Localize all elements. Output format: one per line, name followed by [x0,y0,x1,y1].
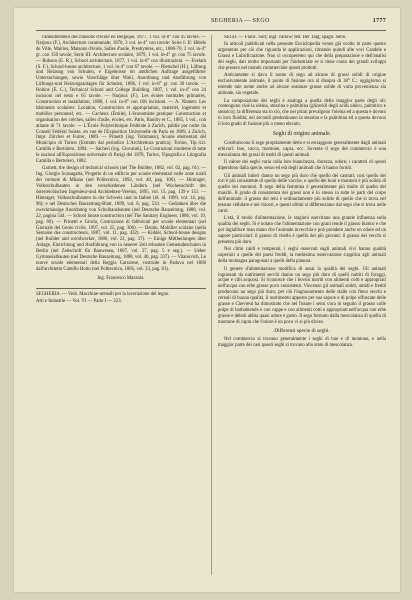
animal-paragraph-4: L'età, il modo d'alimentazione, le stagioni esercitano una grande influenza sulla qualità dei seghi. Si è notato che l'alimentazione con grani rende il grasso bianco e che poi ingiallisce man mano che l'animale invecchia e può prendere anche un odore ed un sapore particolari: il grasso di vitello è quello dei più giovani: il grasso dei vecchi si presenta più duro. [218,216,386,245]
sego-entry-heading: SEGO. — Franc. Suif; ingl. Tallow; ted. Der Talg; spagn. Sebo. [224,35,347,40]
animal-paragraph-2: Il valore dei seghi varia colla loro bianchezza, durezza, odore; i caratteri di questi dipendono dalla specie, sesso ed età degli animali che li hanno forniti. [218,160,386,172]
header-rule [36,30,386,31]
animal-paragraph-1: Costituiscono il sego propriamente detto e si estraggono generalmente dagli animali erbivori: bue, vacca, montone, capra, ecc. Sovente il sego del commercio è una mescolanza dei grassi di molti di questi animali. [218,141,386,158]
animal-paragraph-5: Nei climi caldi e temperati, i seghi osservati sugli animali vivi hanno qualità superiori a quelle dei paesi freddi, la medesima osservazione s'applica agli animali della montagna paragonati a quelli della pianura. [218,247,386,265]
page-number: 1777 [372,18,386,24]
species-paragraph-1: Nel commercio si trovano generalmente i seghi di bue e di montone, e nella maggior parte dei casi questi seghi si trovano allo stato di mescolanza. [218,336,386,348]
column-divider [211,35,212,575]
bibliography-paragraph-2: Garnett, the design of technical schools (nel The Builder, 1882, vol. 62, pag. 61). — Ing. Giorgio Scanagatta, Progetto di un edificio per scuole elementari nelle zone rurali dei comune di Milano (nel Politecnico, 1892, vol. 40, pag. 106). — Hintrager, Volksschulbauten in den verschiedenen Ländern (nel Wochenschrift des österreichischen Ingenieur-und Architekten-Vereins, 1895, vol. 15, pag. 139 e 151. — Hintrager, Volksschulbauten in der Schweiz und in Italien (id. id. 1899, vol. 14, pag. 96); e nel Deutsches Bauzeitung-Blatt, 1889, vol. 8, pag. 533. — Gedanken über die zweckmässige Anordnung von Schulhausbauten (nel Deutsche Bauzeitung, 1888, vol. 22, pagina 544. — School house construction (nel The Sanitary Engineer, 1886, vol. 19, pag. 60). — Prinetti e Girola, Costruzione di fabbricati per scuole elementari (nel Giornale del Genio civile, 1897, vol. 25, pag. 306). — Detain, Mobilier scolaire (nella Semaine des constructeurs, 1887, vol. 11, pag. 432). — Kidder, School-house designs (nel Builder and woodworker, 1886, vol. 22, pag. 37). — Einige Mittheilungen über Anlage, Einrichtung und Ausführung von in neuerer Zeit erbauten Gemeindeschulen in Berlin (nel Zeitschrift für Bauwesen, 1887, vol. 37, pag. 5 e seg.). — Ueber Gymnasialbauten (nel Deutsche Bauzeitung, 1888, vol. 40, pag. 337). — Vitanovich, Le nuove scuole elementari della Reggia Carrarese, costruite in Padova nel 1880 dall'architetto Camillo Boito (nel Politecnico, 1885, vol. 33, pag. 81). [36,166,206,272]
signature-footer: Arti e Industrie — Vol. VI — Parte I — 223. [36,299,122,305]
header-title: SEGHERIA — SEGO [211,18,270,24]
author-signature: Ing. Francesco Mazzola. [97,275,145,281]
bibliography-paragraph-1: l'ameublement des maisons d'école en Belgique, 1877, 1 vol. in-8° con 45 tavole. — Narjoux (F.), Architecture communale; 1870, 3 vol. in-4° con tavole: Serie I: II: Hôtels de Ville, Mairies, Maisons d'école, Salles d'asile, Presbytères, etc., 1880-70, 2 vol. in-4° gr. con 150 tavole; Serie III: Architecture scolaire, 1879, 1 vol. in-4° gr. con 75 tavole. — Robson (E. R.), School architecture, 1877, 1 vol. in-8° con illustrazioni. — Evelath (S. F.), School-house architecture, 1 vol. in-4° con 67 tavole. — Rietschel (H.), Lüftung und Heizung von Schulen, e Ergebnisse im amtlichen Auftrage ausgeführter Untersuchungen, sowie Vorschläge über Wahl, Anordnung und Ausführung von Lüftungs-und Heizungsanlagen für Schulen, 1886, 1 vol. in-8° gr. con 30 tavole. — Robins (E. C.), Technical School and College Building, 1887, 1 vol. in-4° con 24 incisioni nel testo e 65 tavole. — Narjoux (F.), Les écoles normales primaires, Construction et installation, 1880, 1 vol. in-8° con 106 incisioni. — A. Nomen: Les bâtiments scolaires: Location, Construction et appropriation, matériel, logement et mobilier personnel, etc. — Cacheux (Émile), L'économiste pratique: Construction et organisation des crèches, salles d'asile, écoles, etc. Paris, Baudry et C., 1885, 1 vol., con atlante di 71 tavole. — L'École Polytechnique Fédérale à Zurich, publié par ordre du Conseil Fédéral Suisse, en vue de l'Exposition Universelle de Paris en 1889, à Zurich, Impr. Zürcher et Furrer, 1889. — Prinetti (ing. Tommaso), Scuole elementari del Municipio di Torino (Estratto dal periodico L'Architettura pratica), Torino, Tip.-Lit. Camilla e Bertolero, 1894. — Sacheri (ing. Giovanni), Le Costruzioni moderne di tutte le nazioni all'Esposizione universale di Parigi del 1878, Torino, Tipografia e Litografia Camilla e Bertolero, 1882. [36,35,206,165]
sego-paragraph-1: In articoli pubblicati nella presente Enciclopedia venne già svolto in parte questo argomento per ciò che riguarda le applicazioni, rimando quindi alle voci Candele e Grassi e Lubrificazione. Non ci occuperemo qui che della preparazione e dell'analisi dei seghi, dati molto importanti per l'industriale se si tiene conto dei grandi sviluppi che presero nel mondo commerciale questi prodotti. [218,42,386,72]
right-column [218,35,386,583]
sego-paragraph-2: Anticamente si dava il nome di sego ad alcune di grassi solidi di origine esclusivamente animale, il punto di fusione ora al disopra di 38° C.; oggigiorno si estende tale nome anche ad alcune sostanze grasse solide di varia provenienza sia animale, sia vegetale. [218,73,386,97]
sego-paragraph-3: La composizione dei seghi è analoga a quella della maggior parte degli oli: contengono cioè la oleina, stearina e palmitina (gliceridi degli acidi oleico, palmitico e stearico); la differenza sta in ciò, che nei primi prevalgono l'oleina ed a questa è dovuto lo loro fluidità; nei secondi predominano la stearina e la palmitina ed a questa devono il loro grado di fusione più o meno elevato. [218,98,386,128]
section-heading: Seghi di origine animale. [272,131,332,138]
animal-paragraph-3: Gli animali intieri danno un sego più duro che quello dei castrati; così quello dei tori è più consistente di quello delle vacche, e quello dei buoi e montoni è più solido di quello dei montoni. Il sego della femmina è generalmente più molle di quello dei maschi. Il grado di consistenza dei grassi non è lo stesso in tutte le parti del corpo dell'animale: il grasso dei reni è ordinariamente più solido di quello che si trova nel tessuto cellulare e nei visceri, e questi ultimi si differenziano dal sego che si trova nelle carni. [218,173,386,214]
running-header [36,18,386,28]
left-column [36,35,206,583]
document-page [14,8,400,592]
subsection-heading: Differenti specie di seghi. [274,327,330,334]
animal-paragraph-6: Il genere d'alimentazione modifica di assai la qualità dei seghi. Gli animali ingrassati da nutrimenti secchi danno un sego più duro di quelli nutriti di foraggi, acque e cibi acquosi. Si riconosce che i bovini nutriti con alimenti cotti e appropriati nell'acqua con erbe grasse poco consistenti. Vincenzo gli animali solidi, umidi e freddi producono un sego più duro; per ciò l'ingrassamento delle stalle con fieno secchi e cereali di buona qualità, il nutrimento apposto per sua sapore e di polpe offuscate delle grasse e Chevreul ha dimostrato che nel fissare i semi s'ora in seguito il grasso colle polpe di barbabietole e con cappe e con alimenti cotti e appropriati nell'acqua con erbe grasse e deboli abbia quasi odore e gusto. Il sego formato dalla mescolanza di quello di montone di capra che l'odore è un poco vi si più diviso. [218,266,386,325]
segheria-entry: SEGHERIA. — Vedi. Macchine-utensili per la lavorazione del legno. [36,291,170,297]
section-rule [36,288,206,289]
